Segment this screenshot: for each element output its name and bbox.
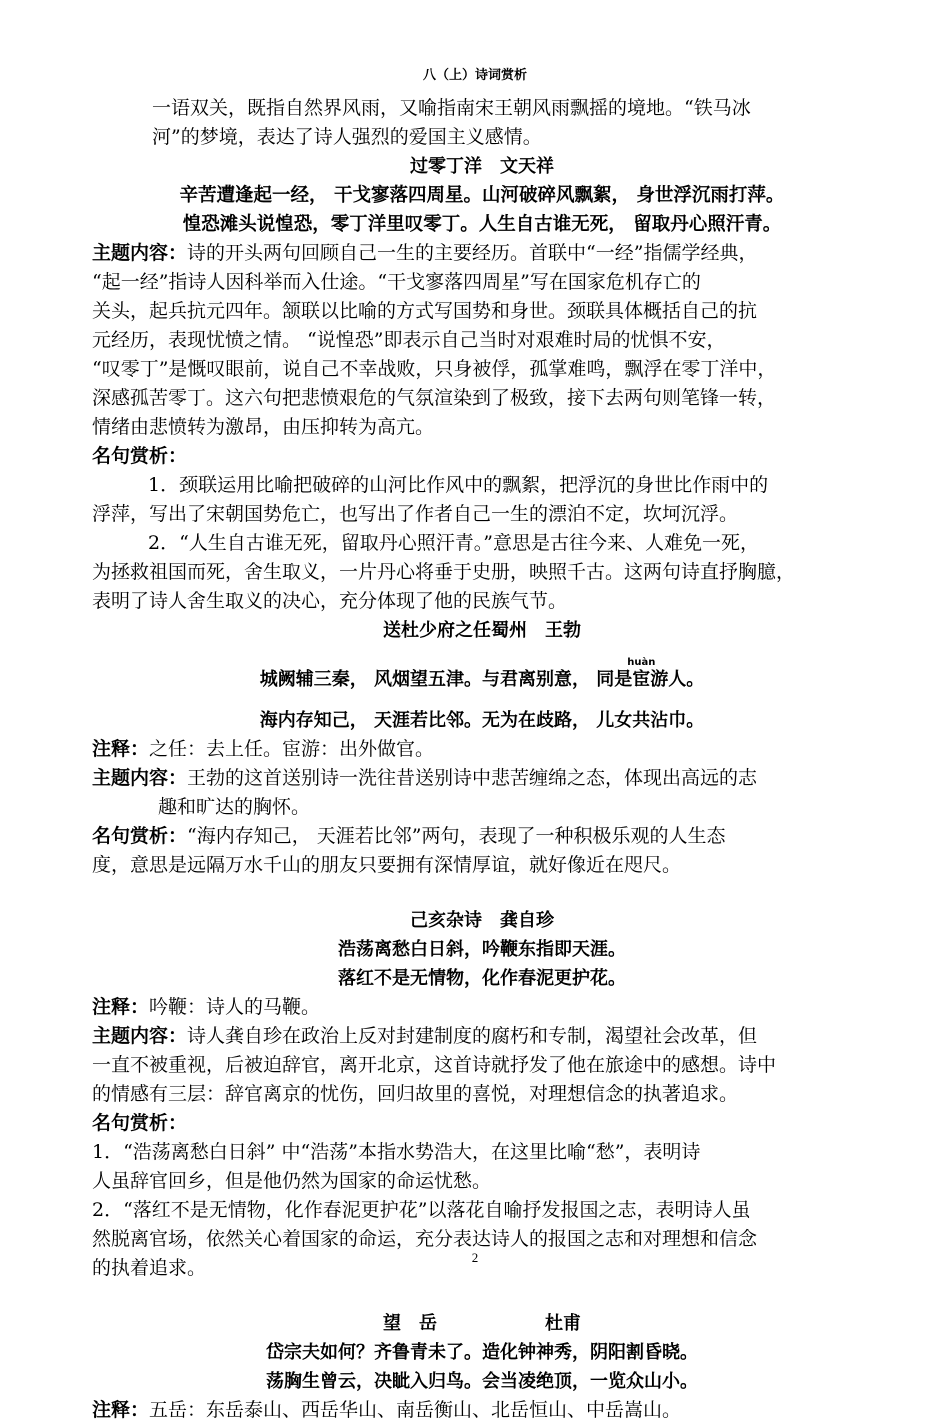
poem-line: 浩荡离愁白日斜，吟鞭东指即天涯。 — [338, 939, 626, 960]
text-line: 为拯救祖国而死，舍生取义，一片丹心将垂于史册，映照千古。这两句诗直抒胸臆， — [92, 561, 796, 583]
annotated-character — [627, 657, 656, 694]
document-body — [92, 94, 872, 1425]
text-line: 度，意思是远隔万水千山的朋友只要拥有深情厚谊，就好像近在咫尺。 — [92, 854, 682, 876]
text-line: 王勃的这首送别诗一洗往昔送别诗中悲苦缠绵之态，体现出高远的志 — [187, 767, 758, 789]
section-label: 主题内容： — [92, 242, 188, 264]
poem-title: 己亥杂诗 龚自珍 — [410, 910, 554, 931]
poem-line: 辛苦遭逢起一经， 干戈寥落四周星。山河破碎风飘絮， 身世浮沉雨打萍。 — [179, 185, 785, 206]
poem-title: 望 岳 杜甫 — [383, 1313, 581, 1334]
section-label: 主题内容： — [92, 1025, 188, 1047]
text-line: 深感孤苦零丁。这六句把悲愤艰危的气氛渲染到了极致，接下去两句则笔锋一转， — [92, 387, 777, 409]
poem-line — [92, 657, 872, 694]
section-label: 注释： — [92, 996, 150, 1018]
page-header: 八（上）诗词赏析 — [422, 68, 527, 83]
poem-line: 落红不是无情物，化作春泥更护花。 — [338, 968, 626, 989]
famous-paragraph — [92, 822, 872, 851]
theme-paragraph — [92, 764, 872, 793]
text-line: 诗人龚自珍在政治上反对封建制度的腐朽和专制，渴望社会改革，但 — [187, 1025, 758, 1047]
text-line: 然脱离官场，依然关心着国家的命运，充分表达诗人的报国之志和对理想和信念 — [92, 1228, 758, 1250]
text-line: 2．“人生自古谁无死，留取丹心照汗青。”意思是古往今来、人难免一死， — [148, 532, 760, 554]
note-paragraph — [92, 735, 872, 764]
text-line: 吟鞭：诗人的马鞭。 — [149, 996, 321, 1018]
poem-fragment: 城阙辅三秦， 风烟望五津。与君离别意， 同是 — [259, 669, 633, 690]
section-label: 名句赏析： — [92, 1112, 188, 1134]
text-line: 2．“落红不是无情物，化作春泥更护花”以落花自喻抒发报国之志，表明诗人虽 — [92, 1199, 751, 1221]
ruby-base: 宦 — [632, 669, 651, 690]
poem-title: 过零丁洋 文天祥 — [410, 156, 554, 177]
section-label: 注释： — [92, 1399, 150, 1421]
text-line: 人虽辞官回乡，但是他仍然为国家的命运忧愁。 — [92, 1170, 492, 1192]
intro-line-2: 河”的梦境，表达了诗人强烈的爱国主义感情。 — [152, 126, 542, 148]
text-line: 元经历，表现忧愤之情。 “说惶恐”即表示自己当时对艰难时局的忧惧不安， — [92, 329, 726, 351]
poem-title: 送杜少府之任蜀州 王勃 — [383, 620, 581, 641]
text-line: 1．“浩荡离愁白日斜” 中“浩荡”本指水势浩大，在这里比喻“愁”，表明诗 — [92, 1141, 701, 1163]
section-label: 名句赏析： — [92, 445, 188, 467]
text-line: 表明了诗人舍生取义的决心，充分体现了他的民族气节。 — [92, 590, 568, 612]
theme-paragraph — [92, 239, 872, 268]
text-line: “海内存知己， 天涯若比邻”两句，表现了一种积极乐观的人生态 — [187, 825, 726, 847]
pinyin-annotation: huàn — [627, 657, 656, 668]
page-number: 2 — [471, 1250, 479, 1265]
poem-line: 荡胸生曾云，决眦入归鸟。会当凌绝顶，一览众山小。 — [266, 1371, 698, 1392]
note-paragraph — [92, 1396, 872, 1425]
poem-fragment: 游人。 — [650, 669, 705, 690]
text-line: 一直不被重视，后被迫辞官，离开北京，这首诗就抒发了他在旅途中的感想。诗中 — [92, 1054, 777, 1076]
text-line: “叹零丁”是慨叹眼前，说自己不幸战败，只身被俘，孤掌难鸣，飘浮在零丁洋中， — [92, 358, 777, 380]
text-line: 的执着追求。 — [92, 1257, 207, 1279]
text-line: 的情感有三层：辞官离京的忧伤，回归故里的喜悦，对理想信念的执著追求。 — [92, 1083, 739, 1105]
poem-line: 惶恐滩头说惶恐，零丁洋里叹零丁。人生自古谁无死， 留取丹心照汗青。 — [182, 214, 782, 235]
text-line: 浮萍，写出了宋朝国势危亡，也写出了作者自己一生的漂泊不定，坎坷沉浮。 — [92, 503, 739, 525]
section-label: 注释： — [92, 738, 150, 760]
text-line: 趣和旷达的胸怀。 — [158, 796, 311, 818]
text-line: 之任：去上任。宦游：出外做官。 — [149, 738, 435, 760]
theme-paragraph — [92, 1022, 872, 1051]
poem-line: 海内存知己， 天涯若比邻。无为在歧路， 儿女共沾巾。 — [259, 710, 705, 731]
intro-line-1: 一语双关，既指自然界风雨，又喻指南宋王朝风雨飘摇的境地。“铁马冰 — [152, 97, 751, 119]
text-line: 五岳：东岳泰山、西岳华山、南岳衡山、北岳恒山、中岳嵩山。 — [149, 1399, 682, 1421]
text-line: “起一经”指诗人因科举而入仕途。“干戈寥落四周星”写在国家危机存亡的 — [92, 271, 701, 293]
note-paragraph — [92, 993, 872, 1022]
text-line: 诗的开头两句回顾自己一生的主要经历。首联中“一经”指儒学经典， — [187, 242, 758, 264]
text-line: 情绪由悲愤转为激昂，由压抑转为高亢。 — [92, 416, 435, 438]
text-line: 关头，起兵抗元四年。颔联以比喻的方式写国势和身世。颈联具体概括自己的抗 — [92, 300, 758, 322]
poem-line: 岱宗夫如何？齐鲁青未了。造化钟神秀，阴阳割昏晓。 — [266, 1342, 698, 1363]
section-label: 主题内容： — [92, 767, 188, 789]
text-line: 1．颈联运用比喻把破碎的山河比作风中的飘絮，把浮沉的身世比作雨中的 — [148, 474, 769, 496]
section-label: 名句赏析： — [92, 825, 188, 847]
